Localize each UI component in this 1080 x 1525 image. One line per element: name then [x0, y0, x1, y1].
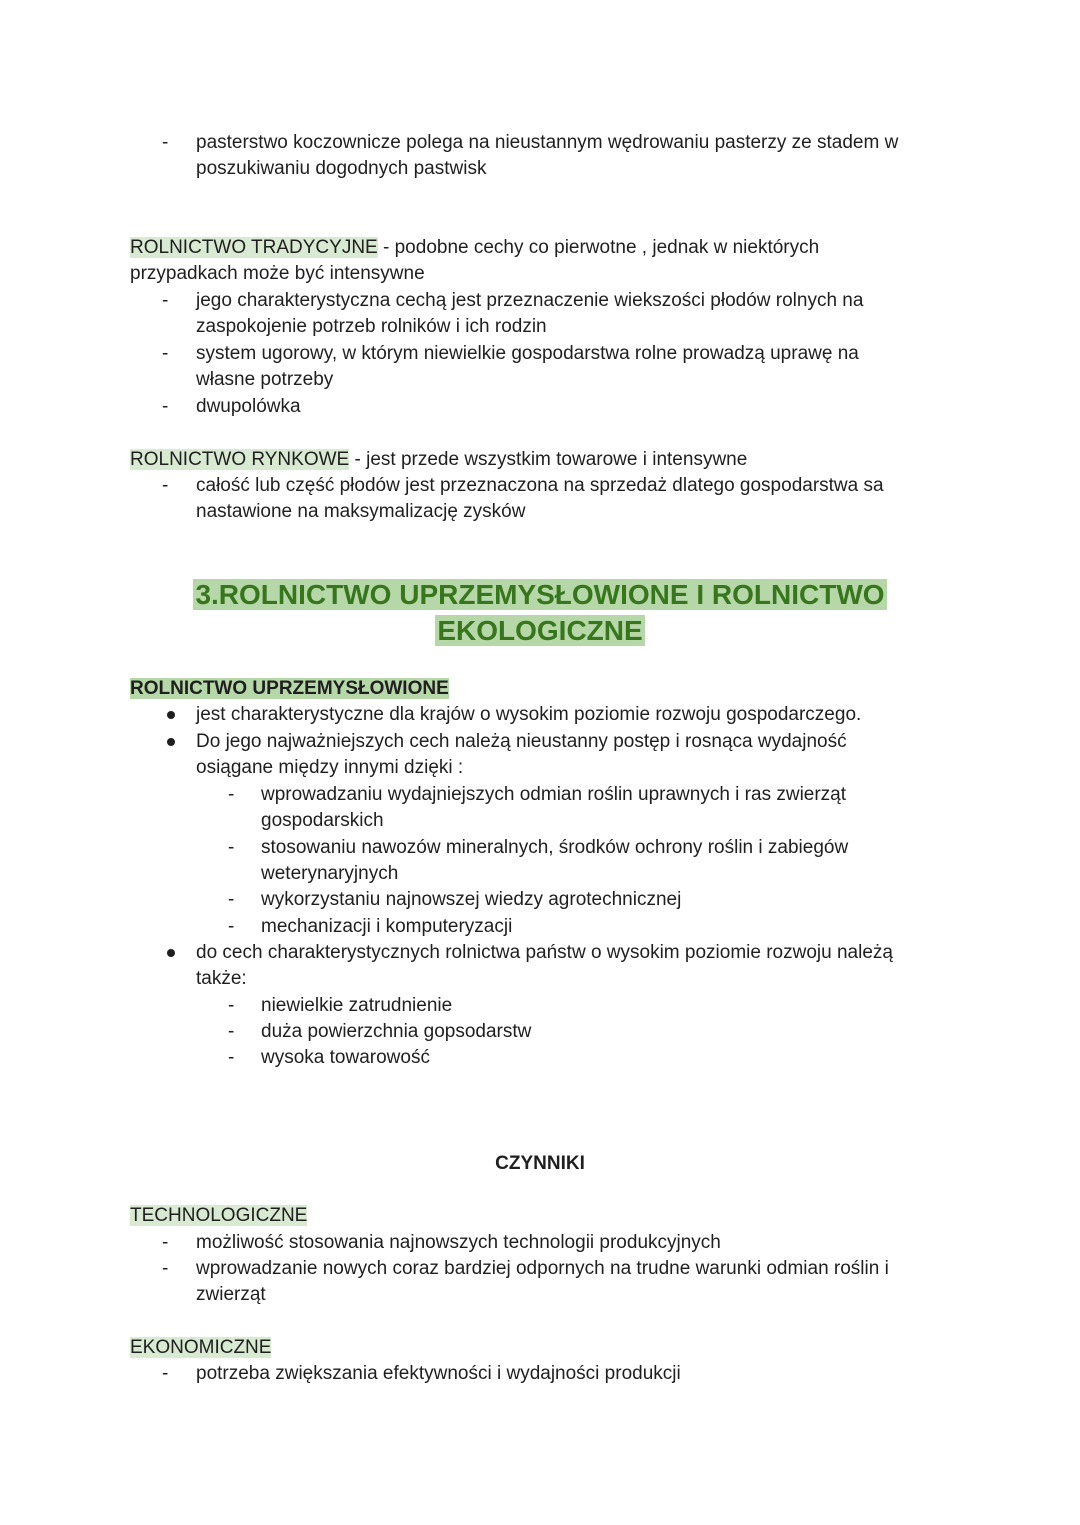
uprzem-s1a: wprowadzaniu wydajniejszych odmian roślin uprawnych i ras zwierząt [261, 784, 847, 805]
tradycyjne-bullet-2a: system ugorowy, w którym niewielkie gospodarstwa rolne prowadzą uprawę na [196, 343, 859, 364]
rynkowe-heading-line [130, 447, 747, 473]
intro-text-1: pasterstwo koczownicze polega na nieustannym wędrowaniu pasterzy ze stadem w [196, 132, 899, 153]
uprzem-b2a: Do jego najważniejszych cech należą nieustanny postęp i rosnąca wydajność [196, 731, 847, 752]
eko-1: potrzeba zwiększania efektywności i wydajności produkcji [196, 1363, 681, 1384]
tradycyjne-heading: ROLNICTWO TRADYCYJNE [130, 237, 378, 258]
uprzem-s2a: stosowaniu nawozów mineralnych, środków ochrony roślin i zabiegów [261, 837, 849, 858]
bullet-dash: - [162, 475, 169, 496]
bullet-dot [167, 738, 175, 746]
uprzem-t3: wysoka towarowość [261, 1047, 430, 1068]
tradycyjne-bullet-1b: zaspokojenie potrzeb rolników i ich rodzin [196, 316, 547, 337]
tradycyjne-desc: - podobne cechy co pierwotne , jednak w niektórych [377, 237, 820, 258]
uprzem-s2b: weterynaryjnych [261, 863, 399, 884]
bullet-dash: - [228, 1021, 235, 1042]
rynkowe-bullet-1b: nastawione na maksymalizację zysków [196, 501, 526, 522]
rynkowe-desc: - jest przede wszystkim towarowe i intensywne [349, 449, 748, 470]
bullet-dash: - [162, 132, 169, 153]
uprzem-t1: niewielkie zatrudnienie [261, 995, 453, 1016]
uprzem-s3: wykorzystaniu najnowszej wiedzy agrotechnicznej [261, 889, 682, 910]
bullet-dash: - [228, 837, 235, 858]
section-title-2: EKOLOGICZNE [437, 615, 643, 646]
bullet-dash: - [228, 1047, 235, 1068]
tech-2b: zwierząt [196, 1284, 266, 1305]
uprzem-b3a: do cech charakterystycznych rolnictwa państw o wysokim poziomie rozwoju należą [196, 942, 893, 963]
tech-heading-line [130, 1203, 307, 1229]
uprzem-heading: ROLNICTWO UPRZEMYSŁOWIONE [130, 678, 449, 699]
uprzem-b3b: także: [196, 968, 247, 989]
uprzem-s4: mechanizacji i komputeryzacji [261, 916, 513, 937]
tradycyjne-heading-line [130, 235, 819, 261]
eko-heading: EKONOMICZNE [130, 1337, 272, 1358]
bullet-dash: - [162, 1232, 169, 1253]
bullet-dash: - [162, 396, 169, 417]
section-title-line-2 [0, 613, 1080, 649]
tech-2a: wprowadzanie nowych coraz bardziej odpornych na trudne warunki odmian roślin i [196, 1258, 889, 1279]
tradycyjne-bullet-3: dwupolówka [196, 396, 301, 417]
uprzem-t2: duża powierzchnia gopsodarstw [261, 1021, 532, 1042]
bullet-dash: - [162, 343, 169, 364]
uprzem-b2b: osiągane między innymi dzięki : [196, 757, 464, 778]
uprzem-s1b: gospodarskich [261, 810, 384, 831]
eko-heading-line [130, 1335, 271, 1361]
tradycyjne-desc-2: przypadkach może być intensywne [130, 263, 425, 284]
tradycyjne-bullet-2b: własne potrzeby [196, 369, 334, 390]
bullet-dash: - [162, 1258, 169, 1279]
czynniki-title: CZYNNIKI [495, 1153, 585, 1174]
uprzem-heading-line [130, 676, 449, 702]
rynkowe-heading: ROLNICTWO RYNKOWE [130, 449, 350, 470]
bullet-dash: - [162, 290, 169, 311]
rynkowe-bullet-1a: całość lub część płodów jest przeznaczona na sprzedaż dlatego gospodarstwa sa [196, 475, 884, 496]
intro-text-2: poszukiwaniu dogodnych pastwisk [196, 158, 487, 179]
bullet-dash: - [228, 916, 235, 937]
bullet-dash: - [228, 889, 235, 910]
bullet-dash: - [228, 995, 235, 1016]
tech-heading: TECHNOLOGICZNE [130, 1205, 308, 1226]
bullet-dot [167, 949, 175, 957]
uprzem-b1: jest charakterystyczne dla krajów o wysokim poziomie rozwoju gospodarczego. [196, 704, 862, 725]
bullet-dash: - [162, 1363, 169, 1384]
section-title-line-1 [0, 577, 1080, 613]
tech-1: możliwość stosowania najnowszych technologii produkcyjnych [196, 1232, 721, 1253]
bullet-dot [167, 711, 175, 719]
bullet-dash: - [228, 784, 235, 805]
tradycyjne-bullet-1a: jego charakterystyczna cechą jest przeznaczenie wiekszości płodów rolnych na [196, 290, 864, 311]
section-title-1: 3.ROLNICTWO UPRZEMYSŁOWIONE I ROLNICTWO [195, 579, 885, 610]
